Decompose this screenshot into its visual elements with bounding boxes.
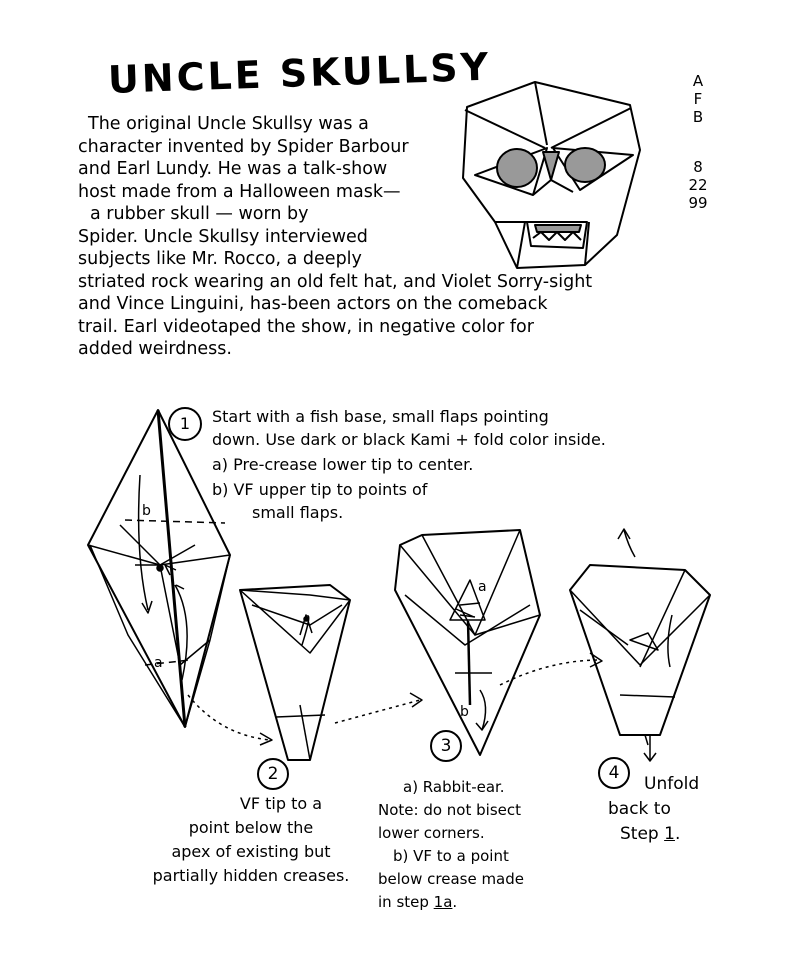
page-title: UNCLE SKULLSY bbox=[107, 44, 492, 102]
step-2-line: apex of existing but bbox=[171, 842, 331, 861]
step-1-a: a) Pre-crease lower tip to center. bbox=[212, 455, 474, 474]
step-3-note: Note: do not bisect bbox=[378, 801, 521, 819]
intro-line: host made from a Halloween mask— bbox=[78, 181, 401, 202]
step-ref-link: 1 bbox=[664, 824, 675, 844]
initial: F bbox=[693, 90, 703, 108]
fold-diagrams bbox=[80, 405, 740, 765]
intro-line: and Vince Linguini, has-been actors on the comeback bbox=[78, 294, 548, 314]
intro-line: striated rock wearing an old felt hat, and Violet Sorry-sight bbox=[78, 271, 593, 292]
crease-label-b: b bbox=[142, 503, 151, 519]
intro-line: added weirdness. bbox=[78, 339, 232, 359]
step-1-line: down. Use dark or black Kami + fold color inside. bbox=[212, 430, 606, 449]
crease-line bbox=[551, 108, 631, 148]
intro-line: subjects like Mr. Rocco, a deeply bbox=[78, 249, 362, 269]
crease-line bbox=[517, 222, 525, 268]
date-part: 8 bbox=[693, 158, 703, 176]
step-3-note: lower corners. bbox=[378, 824, 485, 842]
intro-line: trail. Earl videotaped the show, in negative color for bbox=[78, 316, 534, 337]
step-3-instructions bbox=[378, 776, 578, 914]
step-3-b: b) VF to a point bbox=[393, 847, 509, 865]
step-3-a: a) Rabbit-ear. bbox=[403, 778, 505, 796]
step-2-instructions bbox=[136, 792, 366, 888]
step-4-number: 4 bbox=[598, 757, 630, 789]
diagram-step-2 bbox=[240, 585, 422, 760]
diagram-step-1 bbox=[88, 410, 272, 745]
intro-line: a rubber skull — worn by bbox=[90, 204, 309, 224]
skull-illustration bbox=[455, 80, 655, 275]
step-1-b: b) VF upper tip to points of bbox=[212, 480, 428, 499]
step-2-line: point below the bbox=[188, 818, 314, 837]
step-2-line: partially hidden creases. bbox=[152, 866, 350, 885]
initial: B bbox=[692, 108, 704, 126]
initial: A bbox=[692, 72, 704, 90]
step-3-b-last: in step 1a. bbox=[378, 893, 458, 911]
crease-label-b: b bbox=[460, 704, 469, 720]
intro-line: The original Uncle Skullsy was a bbox=[88, 114, 369, 134]
diagram-step-3 bbox=[395, 530, 602, 755]
intro-line: Spider. Uncle Skullsy interviewed bbox=[78, 226, 368, 247]
step-4-line: back to bbox=[608, 799, 671, 819]
crease-line bbox=[465, 110, 545, 148]
step-3-number: 3 bbox=[430, 730, 462, 762]
crease-line bbox=[535, 82, 547, 145]
date-part: 22 bbox=[688, 176, 708, 194]
step-2-number: 2 bbox=[257, 758, 289, 790]
step-3-b: below crease made bbox=[378, 870, 525, 888]
left-eye bbox=[497, 149, 537, 187]
intro-line: character invented by Spider Barbour bbox=[78, 136, 409, 157]
step-1-number: 1 bbox=[168, 407, 202, 441]
teeth-zigzag bbox=[533, 232, 581, 240]
author-date-note bbox=[680, 72, 716, 212]
crease-label-a: a bbox=[478, 579, 487, 595]
teeth-top bbox=[535, 225, 581, 232]
diagram-step-4 bbox=[570, 529, 710, 761]
step-4-line: Step 1. bbox=[620, 824, 681, 844]
step-4-line: Unfold bbox=[644, 774, 700, 794]
step-2-line: VF tip to a bbox=[239, 794, 323, 813]
right-eye bbox=[565, 148, 605, 182]
intro-line: and Earl Lundy. He was a talk-show bbox=[78, 159, 388, 179]
crease-line bbox=[533, 180, 573, 195]
step-1-b: small flaps. bbox=[252, 503, 344, 522]
step-ref-link: 1a bbox=[433, 893, 453, 911]
step-1-line: Start with a fish base, small flaps pointing bbox=[212, 407, 549, 426]
intro-paragraph bbox=[78, 113, 593, 361]
date-part: 99 bbox=[688, 194, 708, 212]
nose bbox=[543, 152, 559, 180]
crease-label-a: a bbox=[154, 655, 163, 671]
step-4-instructions bbox=[608, 772, 728, 847]
